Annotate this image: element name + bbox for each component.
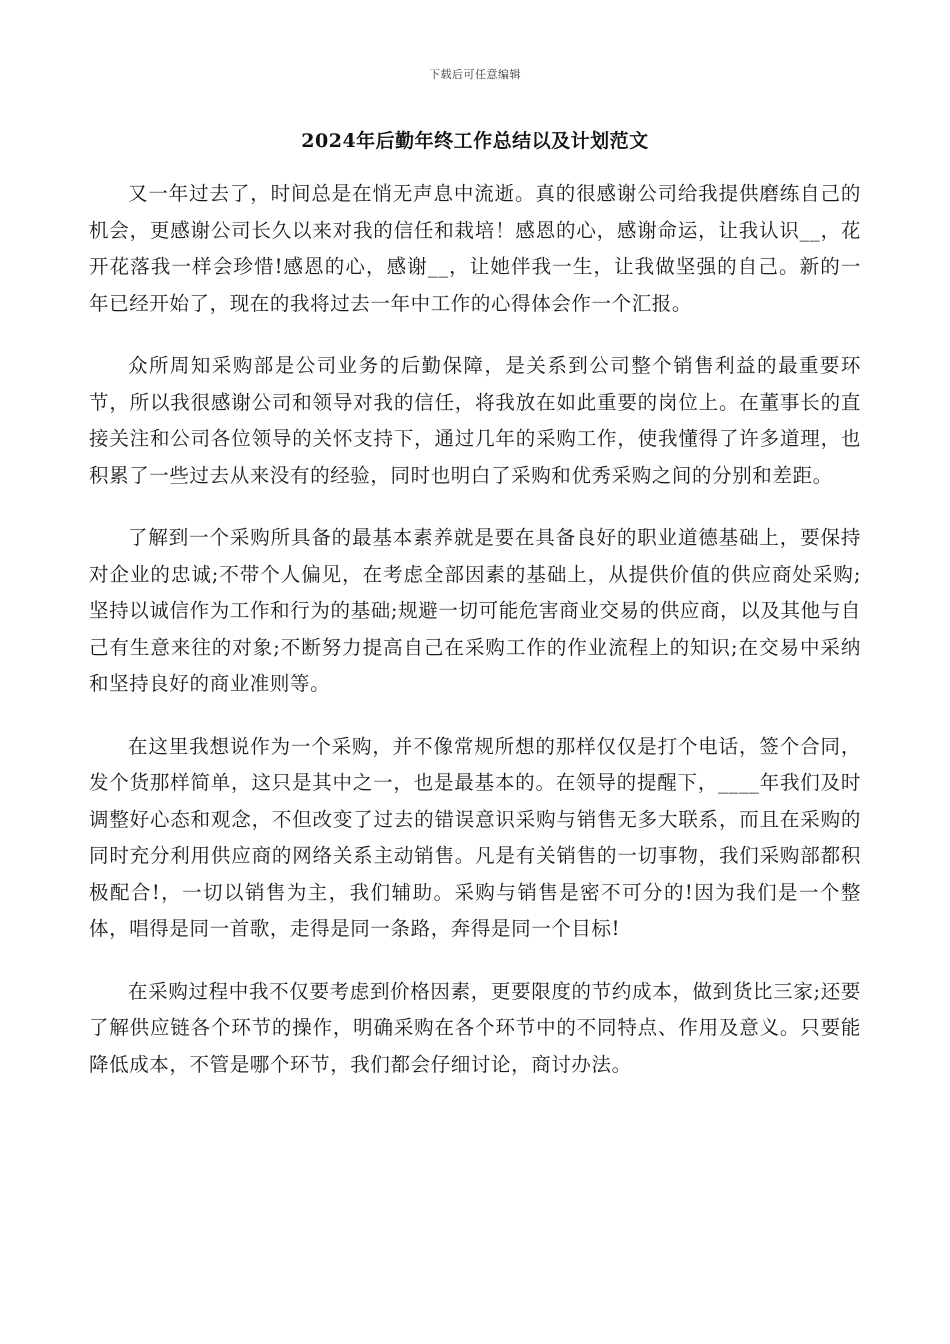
header-note: 下载后可任意编辑 bbox=[429, 68, 521, 81]
paragraph: 在这里我想说作为一个采购，并不像常规所想的那样仅仅是打个电话，签个合同，发个货那样简单，这只是其中之一，也是最基本的。在领导的提醒下，____年我们及时调整好心态和观念，不但改变了过去的错误意识采购与销售无多大联系，而且在采购的同时充分利用供应商的网络关系主动销售。凡是有关销售的一切事物，我们采购部都积极配合!，一切以销售为主，我们辅助。采购与销售是密不可分的!因为我们是一个整体，唱得是同一首歌，走得是同一条路，奔得是同一个目标! bbox=[89, 734, 861, 940]
paragraph: 众所周知采购部是公司业务的后勤保障，是关系到公司整个销售利益的最重要环节，所以我很感谢公司和领导对我的信任，将我放在如此重要的岗位上。在董事长的直接关注和公司各位领导的关怀支持下，通过几年的采购工作，使我懂得了许多道理，也积累了一些过去从来没有的经验，同时也明白了采购和优秀采购之间的分别和差距。 bbox=[89, 354, 861, 487]
paragraph: 了解到一个采购所具备的最基本素养就是要在具备良好的职业道德基础上，要保持对企业的忠诚;不带个人偏见，在考虑全部因素的基础上，从提供价值的供应商处采购;坚持以诚信作为工作和行为的基础;规避一切可能危害商业交易的供应商，以及其他与自己有生意来往的对象;不断努力提高自己在采购工作的作业流程上的知识;在交易中采纳和坚持良好的商业准则等。 bbox=[89, 526, 861, 695]
document-body bbox=[89, 176, 861, 1109]
document-title: 2024年后勤年终工作总结以及计划范文 bbox=[301, 130, 649, 152]
paragraph: 又一年过去了，时间总是在悄无声息中流逝。真的很感谢公司给我提供磨练自己的机会，更感谢公司长久以来对我的信任和栽培！感恩的心，感谢命运，让我认识__，花开花落我一样会珍惜!感恩的心，感谢__，让她伴我一生，让我做坚强的自己。新的一年已经开始了，现在的我将过去一年中工作的心得体会作一个汇报。 bbox=[89, 182, 861, 315]
paragraph: 在采购过程中我不仅要考虑到价格因素，更要限度的节约成本，做到货比三家;还要了解供应链各个环节的操作，明确采购在各个环节中的不同特点、作用及意义。只要能降低成本，不管是哪个环节，我们都会仔细讨论，商讨办法。 bbox=[89, 979, 861, 1076]
